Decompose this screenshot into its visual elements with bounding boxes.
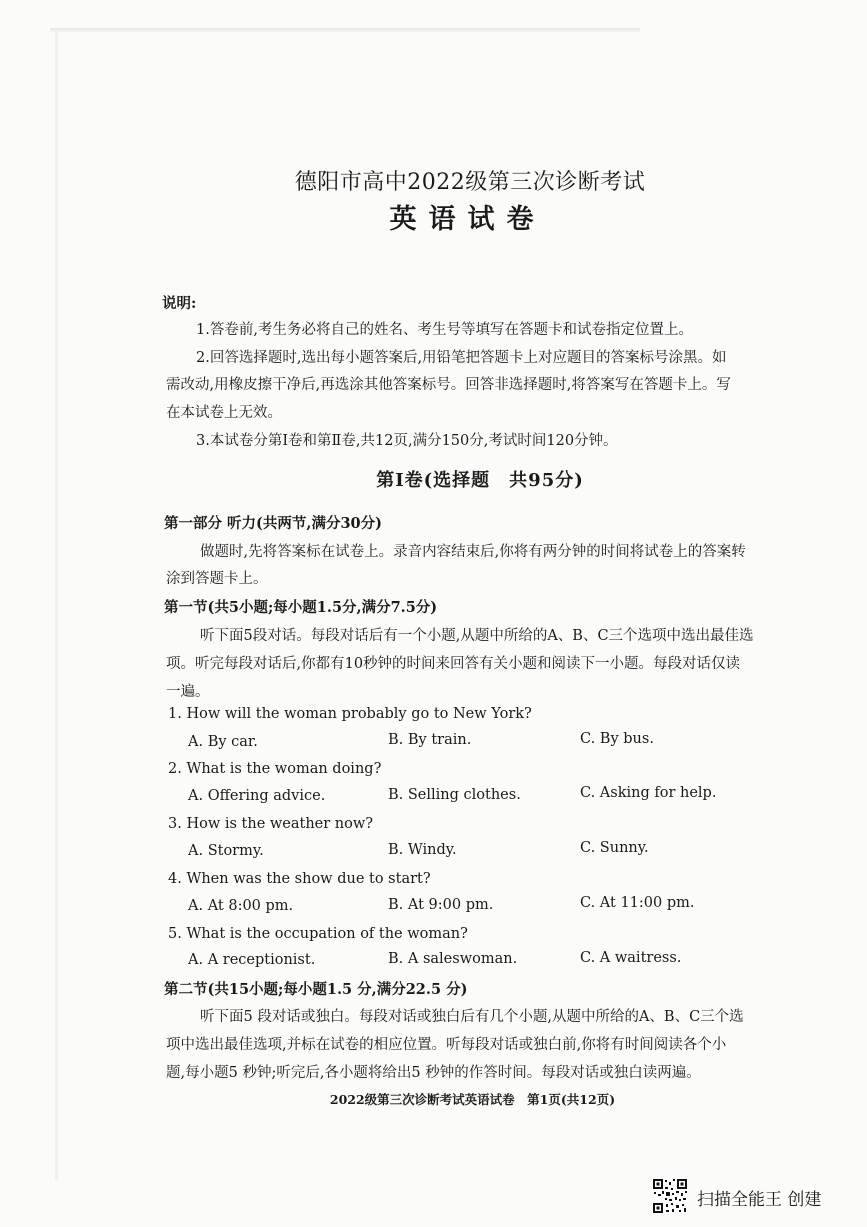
- question-1-stem: 1. How will the woman probably go to New York?: [168, 706, 532, 722]
- volume-1-heading: 第Ⅰ卷(选择题 共95分): [376, 470, 584, 491]
- page-footer: 2022级第三次诊断考试英语试卷 第1页(共12页): [329, 1092, 616, 1107]
- scan-edge-shadow: [50, 28, 640, 33]
- question-2-option-b: B. Selling clothes.: [388, 787, 521, 803]
- part-1-intro-line-2: 涂到答题卡上。: [166, 571, 268, 587]
- instruction-item-2-line-1: 2.回答选择题时,选出每小题答案后,用铅笔把答题卡上对应题目的答案标号涂黑。如: [196, 350, 727, 366]
- question-4-option-a: A. At 8:00 pm.: [188, 898, 294, 914]
- question-1-option-c: C. By bus.: [580, 731, 654, 747]
- instructions-label: 说明:: [162, 295, 197, 312]
- question-5-option-b: B. A saleswoman.: [388, 951, 518, 967]
- question-4-option-c: C. At 11:00 pm.: [580, 895, 695, 911]
- section-1-intro-line-2: 项。听完每段对话后,你都有10秒钟的时间来回答有关小题和阅读下一小题。每段对话仅读: [166, 656, 741, 672]
- question-3-option-c: C. Sunny.: [580, 840, 649, 856]
- section-1-heading: 第一节(共5小题;每小题1.5分,满分7.5分): [164, 599, 438, 616]
- question-5-option-a: A. A receptionist.: [188, 952, 316, 968]
- part-1-intro-line-1: 做题时,先将答案标在试卷上。录音内容结束后,你将有两分钟的时间将试卷上的答案转: [200, 544, 746, 560]
- qr-code-icon: [652, 1178, 688, 1214]
- subject-title: 英语试卷: [389, 204, 546, 235]
- question-2-option-a: A. Offering advice.: [188, 788, 326, 804]
- instruction-item-1: 1.答卷前,考生务必将自己的姓名、考生号等填写在答题卡和试卷指定位置上。: [196, 322, 693, 338]
- instruction-item-3: 3.本试卷分第Ⅰ卷和第Ⅱ卷,共12页,满分150分,考试时间120分钟。: [196, 433, 618, 449]
- question-1-option-b: B. By train.: [388, 732, 472, 748]
- section-2-intro-line-2: 项中选出最佳选项,并标在试卷的相应位置。听每段对话或独白前,你将有时间阅读各个小: [166, 1037, 727, 1053]
- question-5-stem: 5. What is the occupation of the woman?: [168, 926, 468, 942]
- question-5-option-c: C. A waitress.: [580, 950, 682, 966]
- part-1-heading: 第一部分 听力(共两节,满分30分): [164, 515, 382, 532]
- question-3-option-a: A. Stormy.: [188, 843, 264, 859]
- question-3-option-b: B. Windy.: [388, 842, 457, 858]
- instruction-item-2-line-3: 在本试卷上无效。: [166, 405, 282, 421]
- instruction-item-2-line-2: 需改动,用橡皮擦干净后,再选涂其他答案标号。回答非选择题时,将答案写在答题卡上。写: [166, 377, 731, 393]
- scanner-watermark-text: 扫描全能王 创建: [697, 1190, 822, 1210]
- question-3-stem: 3. How is the weather now?: [168, 816, 374, 832]
- section-1-intro-line-1: 听下面5段对话。每段对话后有一个小题,从题中所给的A、B、C三个选项中选出最佳选: [200, 628, 754, 644]
- question-4-stem: 4. When was the show due to start?: [168, 871, 431, 887]
- exam-title: 德阳市高中2022级第三次诊断考试: [294, 170, 646, 195]
- question-2-stem: 2. What is the woman doing?: [168, 761, 382, 777]
- question-1-option-a: A. By car.: [188, 734, 258, 750]
- section-1-intro-line-3: 一遍。: [166, 684, 210, 700]
- section-2-intro-line-3: 题,每小题5 秒钟;听完后,各小题将给出5 秒钟的作答时间。每段对话或独白读两遍。: [166, 1065, 701, 1081]
- question-2-option-c: C. Asking for help.: [580, 785, 717, 801]
- question-4-option-b: B. At 9:00 pm.: [388, 897, 494, 913]
- section-2-heading: 第二节(共15小题;每小题1.5 分,满分22.5 分): [164, 981, 468, 998]
- section-2-intro-line-1: 听下面5 段对话或独白。每段对话或独白后有几个小题,从题中所给的A、B、C三个选: [200, 1009, 744, 1025]
